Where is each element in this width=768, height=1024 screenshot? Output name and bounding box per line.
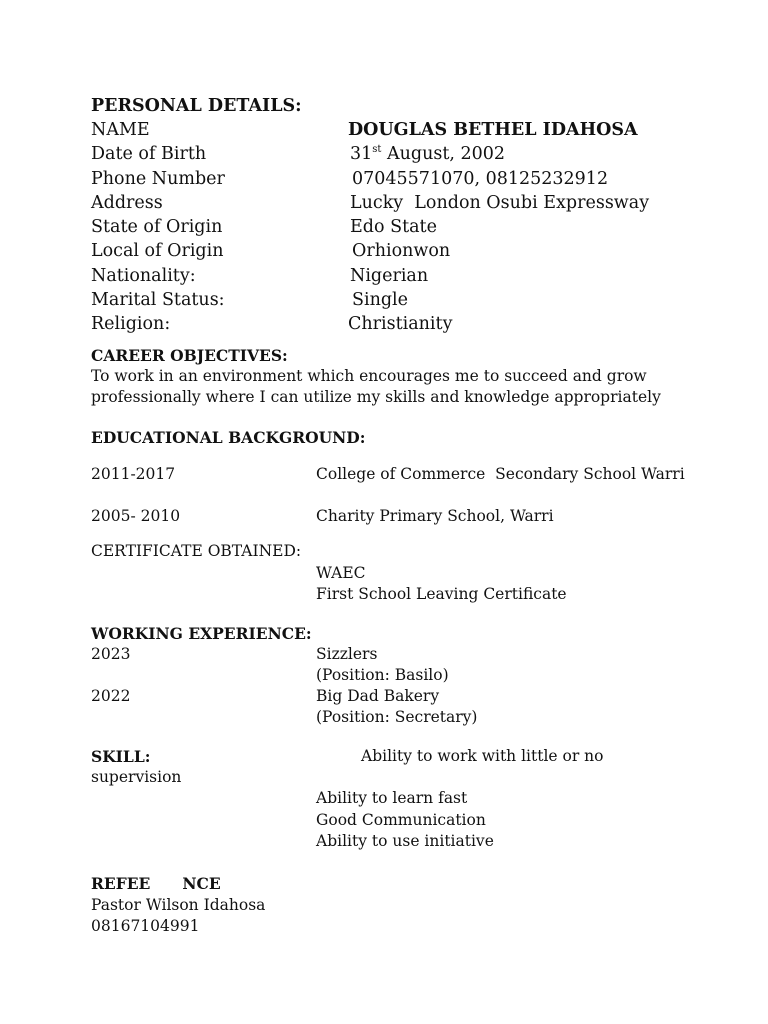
phone-value: 07045571070, 08125232912 [352, 169, 609, 189]
reference-heading-part2: NCE [182, 874, 221, 893]
education-years: 2005- 2010 [91, 507, 181, 525]
skill-item: Good Communication [316, 811, 486, 829]
work-year: 2022 [91, 687, 131, 705]
dob-day: 31 [350, 144, 373, 164]
dob-rest: August, 2002 [381, 144, 506, 164]
address-value: Lucky London Osubi Expressway [350, 193, 650, 213]
nationality-label: Nationality: [91, 266, 196, 286]
dob-ordinal: st [372, 144, 382, 156]
education-years: 2011-2017 [91, 465, 176, 483]
phone-label: Phone Number [91, 169, 225, 189]
skill-item-continuation: supervision [91, 768, 182, 786]
work-position: (Position: Secretary) [316, 708, 478, 726]
work-position: (Position: Basilo) [316, 666, 449, 684]
name-label: NAME [91, 120, 150, 140]
lga-label: Local of Origin [91, 241, 224, 261]
certificate-item: WAEC [316, 564, 366, 582]
reference-heading [91, 876, 221, 892]
dob-label: Date of Birth [91, 144, 207, 164]
dob-value [350, 146, 505, 164]
lga-value: Orhionwon [352, 241, 451, 261]
marital-label: Marital Status: [91, 290, 225, 310]
work-year: 2023 [91, 645, 131, 663]
personal-details-heading: PERSONAL DETAILS: [91, 96, 302, 116]
career-heading: CAREER OBJECTIVES: [91, 346, 288, 365]
education-heading: EDUCATIONAL BACKGROUND: [91, 428, 366, 447]
religion-label: Religion: [91, 314, 171, 334]
referee-name: Pastor Wilson Idahosa [91, 896, 266, 914]
career-line-1: To work in an environment which encourages me to succeed and grow [91, 367, 647, 385]
state-label: State of Origin [91, 217, 223, 237]
certificate-item: First School Leaving Certificate [316, 585, 567, 603]
work-heading: WORKING EXPERIENCE: [91, 624, 312, 643]
state-value: Edo State [350, 217, 437, 237]
referee-phone: 08167104991 [91, 917, 200, 935]
name-value: DOUGLAS BETHEL IDAHOSA [348, 120, 638, 140]
nationality-value: Nigerian [350, 266, 429, 286]
certificate-label: CERTIFICATE OBTAINED: [91, 542, 302, 560]
career-line-2: professionally where I can utilize my skills and knowledge appropriately [91, 388, 661, 406]
skill-item: Ability to use initiative [316, 832, 494, 850]
education-school: Charity Primary School, Warri [316, 507, 554, 525]
skill-item: Ability to work with little or no [361, 747, 604, 765]
work-employer: Big Dad Bakery [316, 687, 440, 705]
work-employer: Sizzlers [316, 645, 378, 663]
skill-heading: SKILL: [91, 747, 151, 766]
address-label: Address [91, 193, 163, 213]
education-school: College of Commerce Secondary School Warri [316, 465, 685, 483]
marital-value: Single [352, 290, 409, 310]
religion-value: Christianity [348, 314, 453, 334]
reference-heading-part1: REFEE [91, 874, 151, 893]
skill-item: Ability to learn fast [316, 789, 468, 807]
